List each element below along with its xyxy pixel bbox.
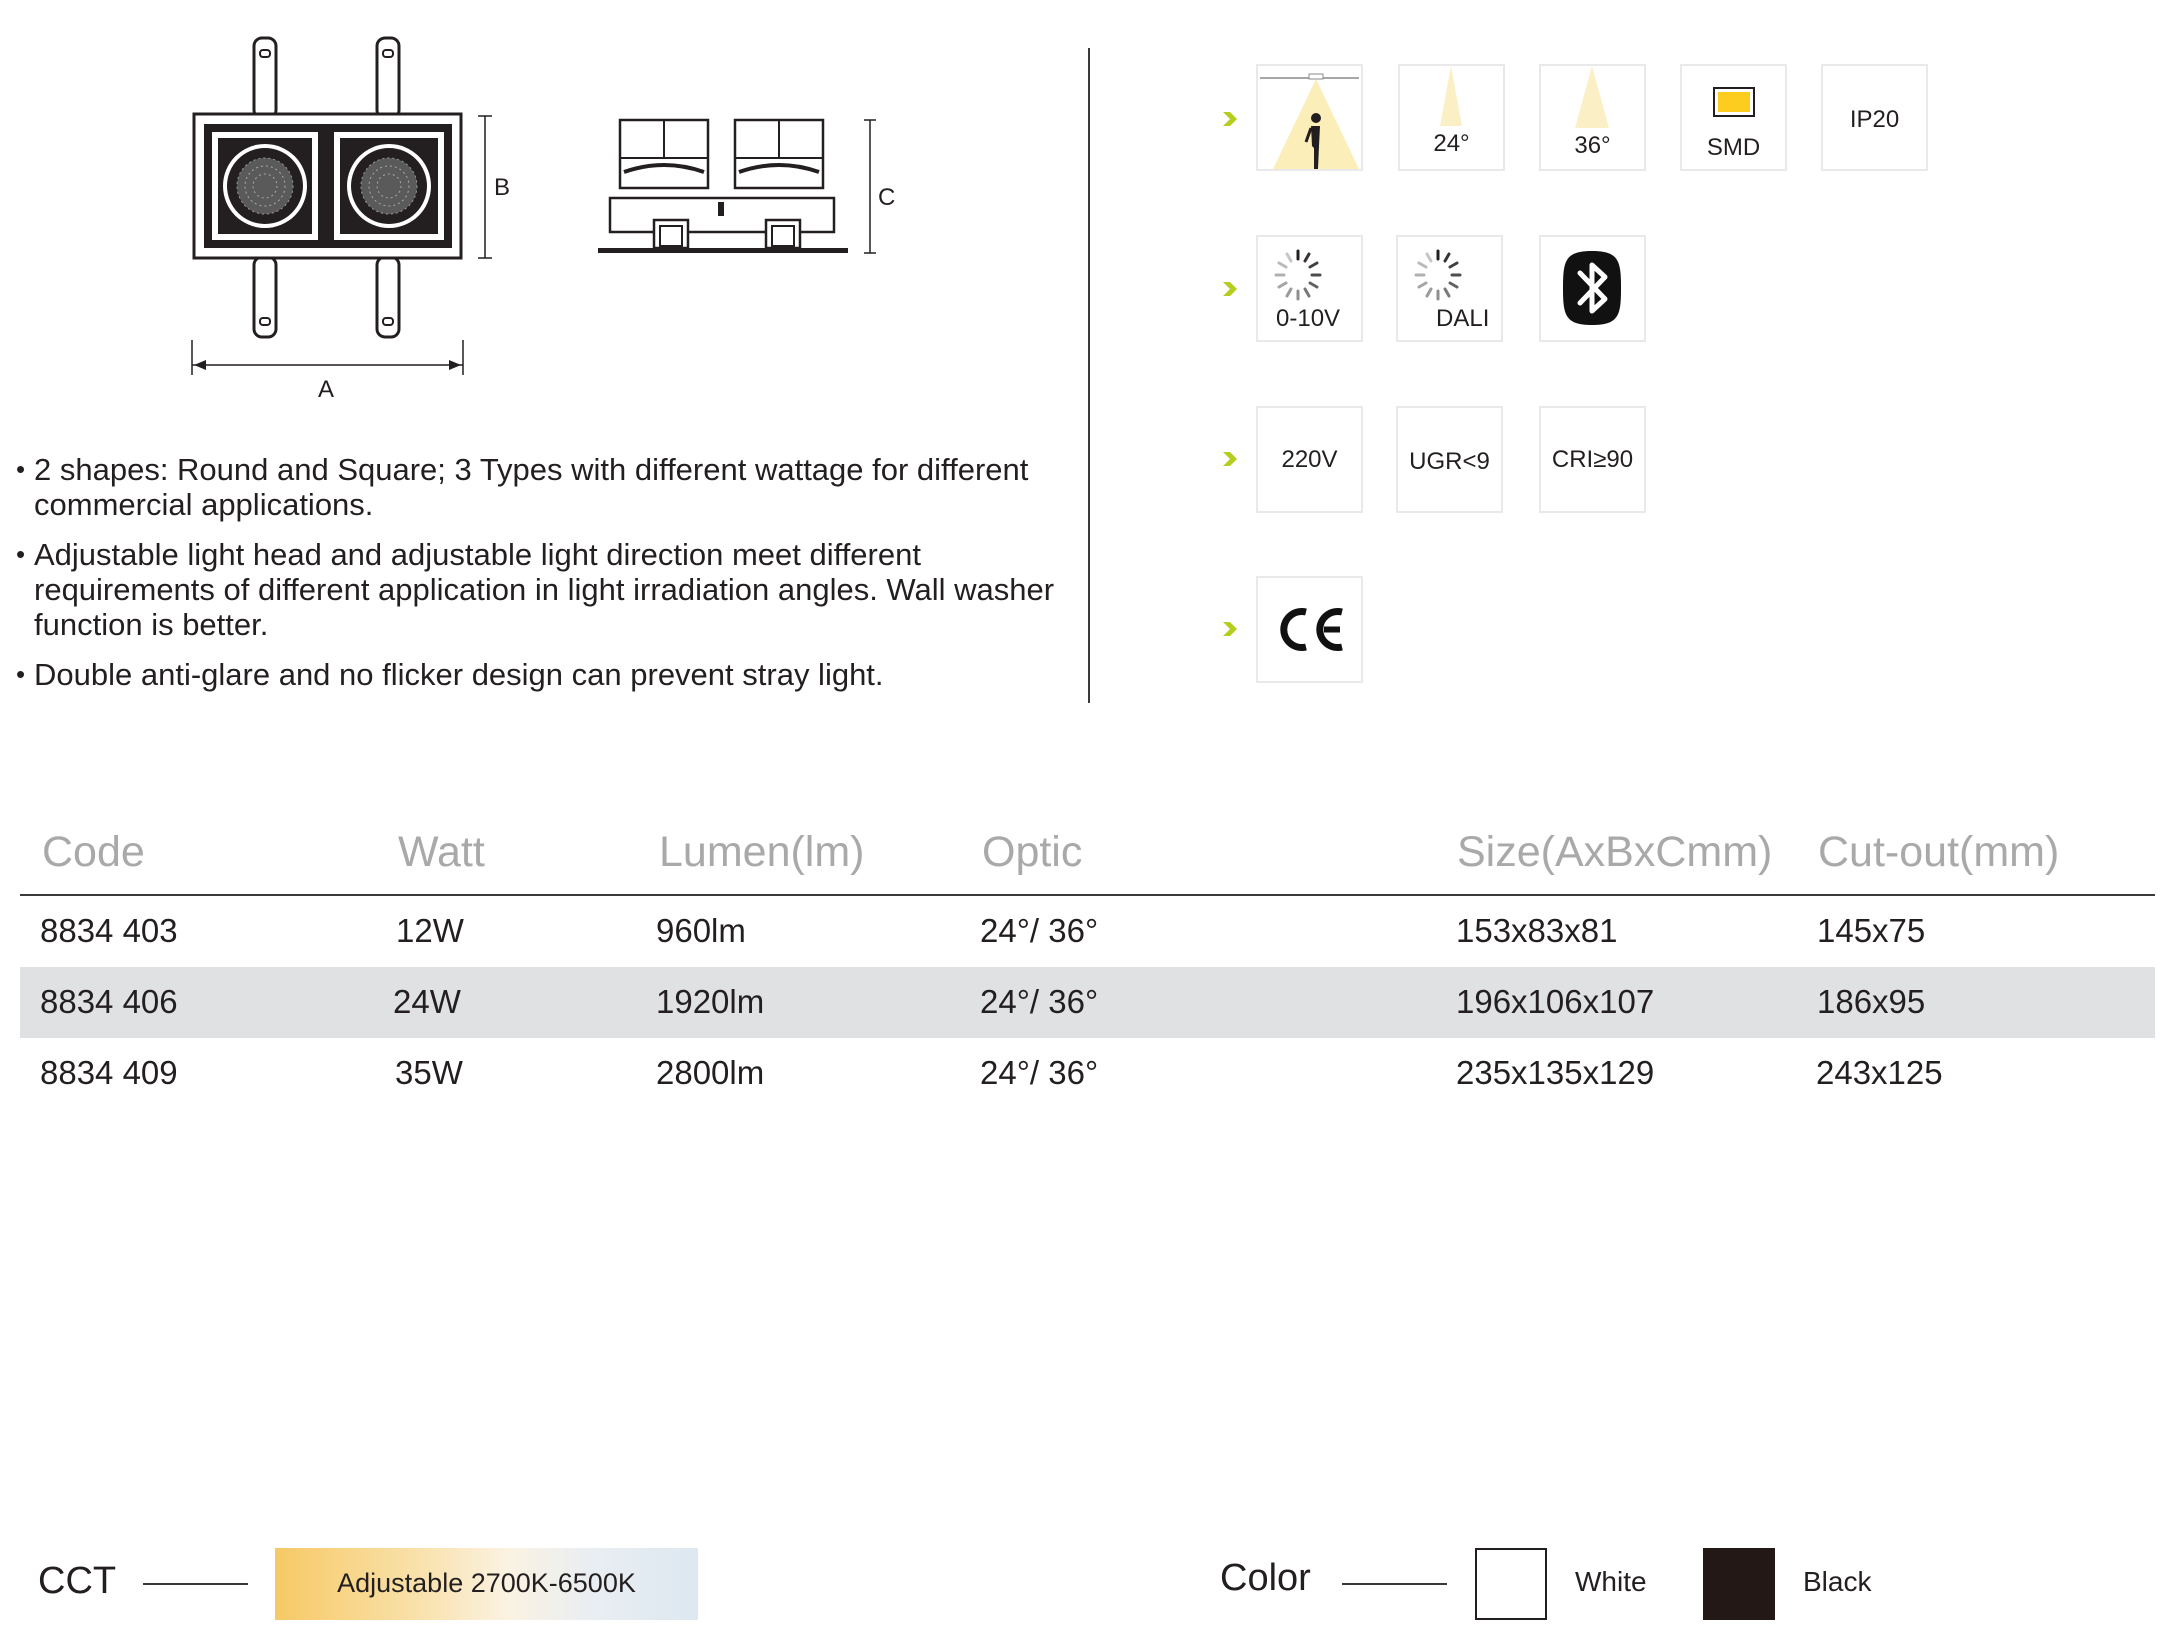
column-header: Cut-out(mm) <box>1818 828 2060 876</box>
row-arrow-icon <box>1221 280 1239 298</box>
dali-label: DALI <box>1436 305 1490 332</box>
column-header: Size(AxBxCmm) <box>1457 828 1773 876</box>
front-view-drawing <box>180 30 500 410</box>
column-header: Lumen(lm) <box>659 828 865 876</box>
cri-icon-box <box>1539 406 1646 513</box>
ce-mark-icon-box <box>1256 576 1363 683</box>
dimming-icon <box>1408 247 1468 307</box>
cct-gradient-bar <box>275 1548 698 1620</box>
cct-leader-line <box>143 1583 248 1585</box>
table-cell: 8834 403 <box>40 912 178 949</box>
color-name-white: White <box>1575 1566 1647 1597</box>
bluetooth-icon-box <box>1539 235 1646 342</box>
wall-washer-icon-box <box>1256 64 1363 171</box>
dimension-c-label: C <box>878 184 896 211</box>
table-cell: 24W <box>393 983 461 1020</box>
color-name-black: Black <box>1803 1566 1872 1597</box>
feature-item: • 2 shapes: Round and Square; 3 Types with different wattage for different commercial applications. <box>16 452 1056 522</box>
side-view-drawing <box>590 110 880 260</box>
table-cell: 235x135x129 <box>1456 1054 1655 1091</box>
ugr-icon-box <box>1396 406 1503 513</box>
spec-table <box>20 808 2155 1109</box>
feature-item: • Adjustable light head and adjustable light direction meet different requirements of different application in light irradiation angles. Wall washer function is better. <box>16 537 1056 642</box>
beam-24-icon-box <box>1398 64 1505 171</box>
voltage-label: 220V <box>1281 446 1338 473</box>
row-arrow-icon <box>1221 450 1239 468</box>
row-arrow-icon <box>1221 110 1239 128</box>
dimension-b-label: B <box>494 174 511 201</box>
dali-icon-box <box>1396 235 1503 342</box>
table-cell: 8834 406 <box>40 983 178 1020</box>
ip-rating-icon-box <box>1821 64 1928 171</box>
table-cell: 24°/ 36° <box>980 912 1099 949</box>
cct-value: Adjustable 2700K-6500K <box>337 1568 636 1598</box>
voltage-icon-box <box>1256 406 1363 513</box>
beam-24-label: 24° <box>1433 130 1470 157</box>
color-swatch-white <box>1475 1548 1547 1620</box>
column-header: Code <box>42 828 145 876</box>
dimming-010v-icon-box <box>1256 235 1363 342</box>
table-cell: 24°/ 36° <box>980 1054 1099 1091</box>
column-header: Optic <box>982 828 1083 876</box>
table-cell: 2800lm <box>656 1054 765 1091</box>
beam-36-label: 36° <box>1574 132 1611 159</box>
ce-mark-icon <box>1258 578 1361 681</box>
feature-item: • Double anti-glare and no flicker design can prevent stray light. <box>16 657 1056 692</box>
bluetooth-icon <box>1541 237 1644 340</box>
color-swatch-black <box>1703 1548 1775 1620</box>
ugr-label: UGR<9 <box>1409 448 1490 475</box>
column-header: Watt <box>398 828 485 876</box>
cct-label: CCT <box>38 1560 117 1602</box>
row-arrow-icon <box>1221 620 1239 638</box>
table-cell: 196x106x107 <box>1456 983 1655 1020</box>
table-cell: 145x75 <box>1817 912 1926 949</box>
color-leader-line <box>1342 1583 1447 1585</box>
dimming-010v-label: 0-10V <box>1276 305 1341 332</box>
table-cell: 153x83x81 <box>1456 912 1618 949</box>
smd-icon-box <box>1680 64 1787 171</box>
table-cell: 1920lm <box>656 983 765 1020</box>
dimming-icon <box>1268 247 1328 307</box>
cri-label: CRI≥90 <box>1551 446 1634 473</box>
table-cell: 960lm <box>656 912 746 949</box>
smd-label: SMD <box>1706 134 1761 161</box>
table-cell: 8834 409 <box>40 1054 178 1091</box>
wall-washer-icon <box>1258 66 1361 169</box>
table-cell: 186x95 <box>1817 983 1926 1020</box>
beam-36-icon-box <box>1539 64 1646 171</box>
dimension-a-label: A <box>318 376 335 403</box>
table-cell: 24°/ 36° <box>980 983 1099 1020</box>
vertical-divider <box>1088 48 1090 703</box>
table-cell: 35W <box>395 1054 463 1091</box>
ip-rating-label: IP20 <box>1849 106 1900 133</box>
table-row <box>20 967 2155 1038</box>
table-row <box>20 896 2155 967</box>
table-cell: 243x125 <box>1816 1054 1943 1091</box>
color-label: Color <box>1220 1557 1311 1599</box>
table-row <box>20 1038 2155 1109</box>
table-header <box>20 808 2155 896</box>
feature-list <box>16 452 1056 707</box>
table-cell: 12W <box>396 912 464 949</box>
